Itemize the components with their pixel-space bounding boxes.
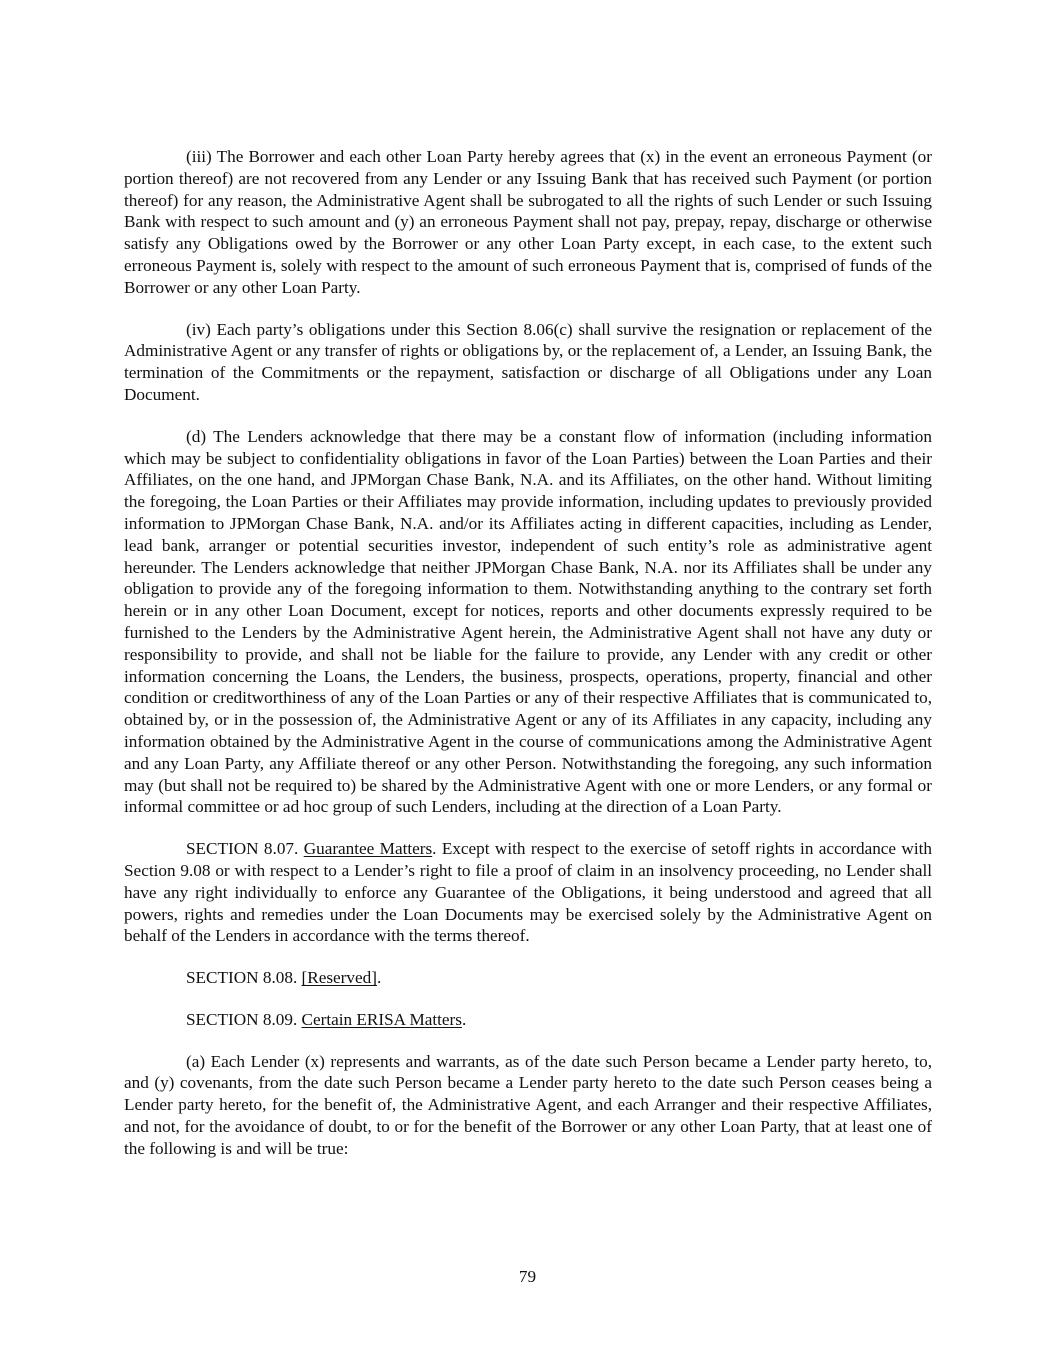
- section-8-08: [124, 967, 932, 989]
- page-number: 79: [518, 1267, 537, 1286]
- document-page: [124, 146, 932, 1180]
- section-8-09: [124, 1009, 932, 1031]
- section-8-07-body: . Except with respect to the exercise of setoff rights in accordance with Section 9.08 or with respect to a Lender’s right to file a proof of claim in an insolvency proceeding, no Lender shall have any right individually to enforce any Guarantee of the Obligations, it being understood and agreed that all powers, rights and remedies under the Loan Documents may be exercised solely by the Administrative Agent on behalf of the Lenders in accordance with the terms thereof.: [124, 839, 932, 946]
- paragraph-a: (a) Each Lender (x) represents and warrants, as of the date such Person became a Lender party hereto, to, and (y) covenants, from the date such Person became a Lender party hereto to the date such Person ceases being a Lender party hereto, for the benefit of, the Administrative Agent, and each Arranger and their respective Affiliates, and not, for the avoidance of doubt, to or for the benefit of the Borrower or any other Loan Party, that at least one of the following is and will be true:: [124, 1051, 932, 1158]
- section-8-08-number: SECTION 8.08.: [186, 968, 298, 988]
- section-8-09-end: .: [461, 1009, 467, 1029]
- paragraph-iii: (iii) The Borrower and each other Loan Party hereby agrees that (x) in the event an erroneous Payment (or portion thereof) are not recovered from any Lender or any Issuing Bank that has received such Payment (or portion thereof) for any reason, the Administrative Agent shall be subrogated to all the rights of such Lender or such Issuing Bank with respect to such amount and (y) an erroneous Payment shall not pay, prepay, repay, discharge or otherwise satisfy any Obligations owed by the Borrower or any other Loan Party except, in each case, to the extent such erroneous Payment is, solely with respect to the amount of such erroneous Payment that is, comprised of funds of the Borrower or any other Loan Party.: [124, 147, 932, 297]
- paragraph-iv: (iv) Each party’s obligations under this Section 8.06(c) shall survive the resignation or replacement of the Administrative Agent or any transfer of rights or obligations by, or the replacement of, a Lender, an Issuing Bank, the termination of the Commitments or the repayment, satisfaction or discharge of all Obligations under any Loan Document.: [124, 319, 932, 404]
- section-8-08-title: [Reserved]: [301, 968, 377, 988]
- section-8-09-title: Certain ERISA Matters: [301, 1009, 462, 1029]
- section-8-08-end: .: [376, 968, 382, 988]
- section-8-07-title: Guarantee Matters: [303, 839, 433, 859]
- section-8-07: [124, 838, 932, 947]
- section-8-07-number: SECTION 8.07.: [186, 839, 299, 859]
- section-8-09-number: SECTION 8.09.: [186, 1009, 298, 1029]
- paragraph-d: (d) The Lenders acknowledge that there may be a constant flow of information (including information which may be subject to confidentiality obligations in favor of the Loan Parties) between the Loan Parties and their Affiliates, on the one hand, and JPMorgan Chase Bank, N.A. and its Affiliates, on the other hand. Without limiting the foregoing, the Loan Parties or their Affiliates may provide information, including updates to previously provided information to JPMorgan Chase Bank, N.A. and/or its Affiliates acting in different capacities, including as Lender, lead bank, arranger or potential securities investor, independent of such entity’s role as administrative agent hereunder. The Lenders acknowledge that neither JPMorgan Chase Bank, N.A. nor its Affiliates shall be under any obligation to provide any of the foregoing information to them. Notwithstanding anything to the contrary set forth herein or in any other Loan Document, except for notices, reports and other documents expressly required to be furnished to the Lenders by the Administrative Agent herein, the Administrative Agent shall not have any duty or responsibility to provide, and shall not be liable for the failure to provide, any Lender with any credit or other information concerning the Loans, the Lenders, the business, prospects, operations, property, financial and other condition or creditworthiness of any of the Loan Parties or any of their respective Affiliates that is communicated to, obtained by, or in the possession of, the Administrative Agent or any of its Affiliates in any capacity, including any information obtained by the Administrative Agent in the course of communications among the Administrative Agent and any Loan Party, any Affiliate thereof or any other Person. Notwithstanding the foregoing, any such information may (but shall not be required to) be shared by the Administrative Agent with one or more Lenders, or any formal or informal committee or ad hoc group of such Lenders, including at the direction of a Loan Party.: [124, 426, 932, 817]
